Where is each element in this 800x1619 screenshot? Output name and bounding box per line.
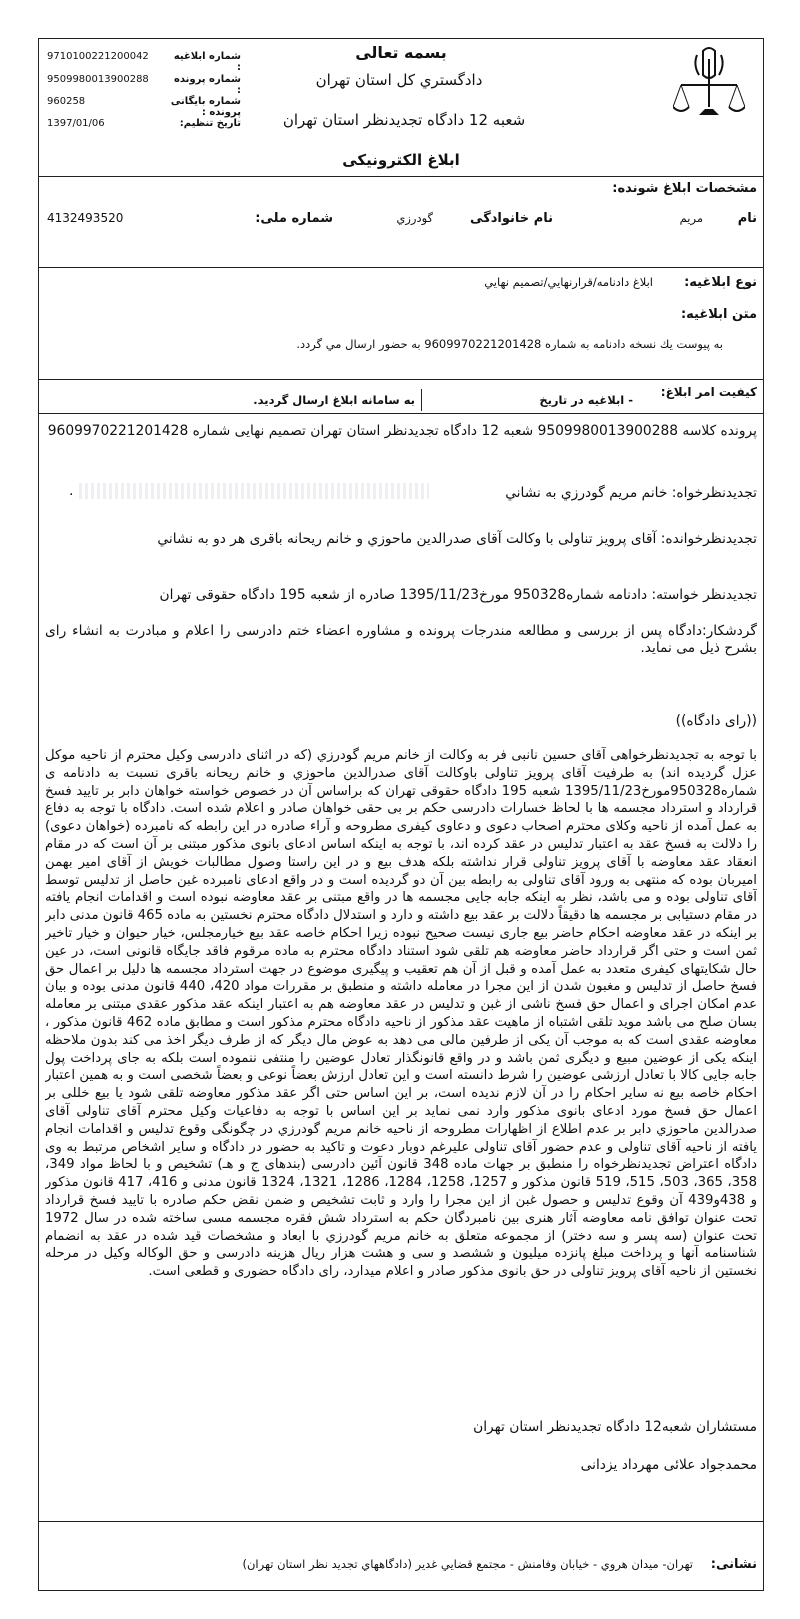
meta-case-number-value: 9509980013900288 [47,74,149,85]
ruling-paragraph: با توجه به تجديدنظرخواهی آقای حسين نانبی فر به وكالت از خانم مريم گودرزي (كه در اثنای دادرسی وكيل محترم از ناحيه موكل عزل گرديده اند) به طرفيت آقای پرويز تناولی باوكالت آقای صدرالدين ماحوزي و خانم ريحانه باقری نسبت به دادنامه ی شماره950328مورخ1395/11/23 شعبه 195 دادگاه حقوقی تهران كه براساس آن در خصوص خواسته خواهان دابر بر تاييد فسخ قرارداد و استرداد مجسمه ها با لحاظ خسارات دادرسی حكم بر بی حقی خواهان صادر و اعلام شده است. دادگاه با توجه به دفاع به عمل آمده از ناحيه وكلای محترم اصحاب دعوی و دعاوی كيفری مطروحه و آراء صادره در اين رابطه كه نامبرده (خواهان دعوی) را دلالت به فسخ عقد به اعتبار تدليس در عقد كرده اند، با توجه به اينكه اساس ادعای بانوی مذكور مبتنی بر آن است كه در مقام انعقاد عقد معاوضه با آقای پرويز تناولی قرار نداشته بلكه هدف بيع و در اين راستا وصول مطالبات خويش از آقای امير بهمن اميربان بوده كه منتهی به ورود آقای تناولی به رابطه بين آن دو گرديده است و در واقع ادعای نامبرده غبن حاصل از تدليس توسط آقای تناولی بوده و می باشد، نظر به اينكه جابه جايی مجسمه ها در واقع مبتنی بر عقد معاوضه نبوده است و اقدامات انجام يافته در مقام دستيابی بر مجسمه ها دقيقاً دلالت بر عقد بيع داشته و دارد و استدلال دادگاه محترم نخستين به ماده 465 قانون مدنی دابر بر اينكه در عقد معاوضه احكام حاضر بيع جاری نيست صحيح نبوده زيرا احكام خاصه عقد بيع خيارمجلس، خيار حيوان و خيار تاخير ثمن است و حتی اگر قرارداد حاضر معاوضه هم تلقی شود استناد دادگاه محترم به ماده مرقوم فاقد جايگاه قانونی است، در عين حال شكايتهای كيفری متعدد به عمل آمده و قبل از آن هم تعقيب و پيگيری موضوع در جهت استرداد مجسمه ها دليل بر اعمال حق فسخ حاصل از تدليس و مغبون شدن از اين مجرا در معامله داشته و منطبق بر مقررات مواد 420، 440 قانون مدنی بوده و بيان عدم امكان اجرای و اعمال حق فسخ ناشی از غبن و تدليس در عقد معاوضه هم به اعتبار اينكه عقد مذكور عقدی مبتنی بر معامله بسان صلح می باشد مويد تلقی اشتباه از ماهيت عقد مذكور از ناحيه دادگاه محترم مذكور است و مطابق ماده 462 قانون مذكور ، معاوضه عقدی است كه به موجب آن يكی از طرفين مالی می دهد به عوض مال ديگر كه از طرف ديگر اخذ می كند بدون ملاحظه اينكه يكی از عوضين مبيع و ديگری ثمن باشد و در واقع قانونگذار تعادل عوضين را منتفی ننموده است بلكه به جای پرداخت پول جابه جايی كالا با تعادل ارزشی عوضين را شرط دانسته است و اين تعادل ارزش بعضاً نوعی و بعضاً شخصی است و به همين اعتبار احكام خاصه بيع نه ساير احكام را در آن لازم نديده است، بر اين اساس حتی اگر عقد مذكور معاوضه تلقی شود يا بيع خللی بر اعمال حق فسخ مورد ادعای بانوی مذكور وارد نمی نمايد بر اين اساس با توجه به دفاعيات وكيل محترم آقای تناولی آقای صدرالدين ماحوزي دابر بر عدم اطلاع از اظهارات مطروحه از ناحيه خانم مريم گودرزي در چگونگی وقوع تدليس و اقدامات انجام يافته از ناحيه آقای تناولی و عدم حضور آقای تناولی عليرغم دوبار دعوت و تاكيد به حضور در دادگاه و ساير اشخاص مرتبط به وی دادگاه اعتراض تجديدنظرخواه را منطبق بر جهات ماده 348 قانون آئين دادرسی (بندهای ج و هـ) تشخيص و با لحاظ مواد 349، 358، 365، 503، 515، 519 قانون مذكور و 1257، 1258، 1284، 1286، 1321، 1324 قانون مدنی و 416، 417 قانون مذكور و 438و439 آن وقوع تدليس و حصول غبن از اين مجرا را وارد و ثابت تشخيص و ضمن نقض حكم صادره با تاييد فسخ قرارداد تحت عنوان توافق نامه معاوضه آثار هنری بين نامبردگان حكم به استرداد شش فقره مجسمه مسی ساخته شده در سال 1972 تحت عنوان (سه پسر و سه دختر) از مجموعه متعلق به خانم مريم گودرزي با ابعاد و مشخصات قيد شده در عقد به انضمام شناسنامه آنها و پرداخت مبلغ پانزده ميليون و ششصد و سی و هشت هزار ريال هزينه دادرسی و حق الوكاله وكيل در مرحله نخستين از ناحيه آقای پرويز تناولی در حق بانوی مذكور صادر و اعلام ميدارد، رای دادگاه حضوری و قطعی است. [45,748,757,1280]
meta-archive-number-label: شماره بايگانی پرونده : [170,96,241,118]
appellee-line: تجديدنظرخوانده: آقای پرويز تناولی با وكالت آقای صدرالدين ماحوزي و خانم ريحانه باقری هر دو به نشاني [157,531,757,547]
coat-of-arms-emblem [673,45,745,127]
ruling-heading: ((رای دادگاه)) [675,713,757,729]
address-value: تهران- ميدان هروي - خيابان وفامنش - مجتمع قضايي غدير (دادگاههاي تجديد نظر استان تهران) [242,1557,693,1571]
notice-text-value: به پيوست يك نسخه دادنامه به شماره 9609970221201428 به حضور ارسال مي گردد. [296,337,723,351]
meta-date-value: 1397/01/06 [47,118,105,129]
address-label: نشانی: [710,1557,757,1572]
recipient-family-label: نام خانوادگی [470,211,553,226]
execution-system-text: به سامانه ابلاغ ارسال گرديد. [253,393,415,407]
meta-archive-number-value: 960258 [47,96,86,107]
branch-name: شعبه 12 دادگاه تجديدنظر استان تهران [282,111,526,129]
recipient-family-value: گودرزي [396,211,433,225]
meta-date-label: تاريخ تنظيم: [179,118,241,129]
notice-type-value: ابلاغ دادنامه/قرارنهايي/تصميم نهايي [484,275,653,289]
meta-case-number-label: شماره پرونده : [173,74,241,96]
recipient-name-label: نام [737,211,757,226]
appellant-redacted [79,483,429,499]
execution-divider [421,389,422,411]
notice-document [38,38,764,1591]
judges-line: محمدجواد علائی مهرداد يزدانی [580,1457,757,1473]
appellant-dots: . [69,483,74,499]
recipient-national-value: 4132493520 [47,211,124,225]
recorder-paragraph: گردشكار:دادگاه پس از بررسی و مطالعه مندرجات پرونده و مشاوره اعضاء ختم دادرسی را اعلام و مبادرت به انشاء رای بشرح ذيل می نمايد. [45,623,757,657]
meta-notice-number-value: 9710100221200042 [47,51,149,62]
execution-date-text: - ابلاغيه در تاريخ [539,393,633,407]
execution-label: كيفيت امر ابلاغ: [660,385,757,399]
notice-type-label: نوع ابلاغيه: [684,275,757,290]
meta-notice-number-label: شماره ابلاغيه : [173,51,241,73]
counselors-line: مستشاران شعبه12 دادگاه تجديدنظر استان تهران [473,1419,757,1435]
notice-text-label: متن ابلاغيه: [680,307,757,322]
invocation: بسمه تعالی [355,43,447,62]
request-line: تجديدنظر خواسته: دادنامه شماره950328 مورخ1395/11/23 صادره از شعبه 195 دادگاه حقوقی تهران [159,587,757,603]
appellant-line: تجديدنظرخواه: خانم مريم گودرزي به نشاني [505,485,757,501]
recipient-section-title: مشخصات ابلاغ شونده: [612,181,757,196]
recipient-name-value: مريم [679,211,703,225]
court-name: دادگستري كل استان تهران [315,71,483,89]
notice-title: ابلاغ الکترونيکی [342,151,460,169]
recipient-national-label: شماره ملی: [255,211,333,226]
case-line: پرونده كلاسه 9509980013900288 شعبه 12 دادگاه تجديدنظر استان تهران تصميم نهايی شماره 9609970221201428 [47,423,757,439]
